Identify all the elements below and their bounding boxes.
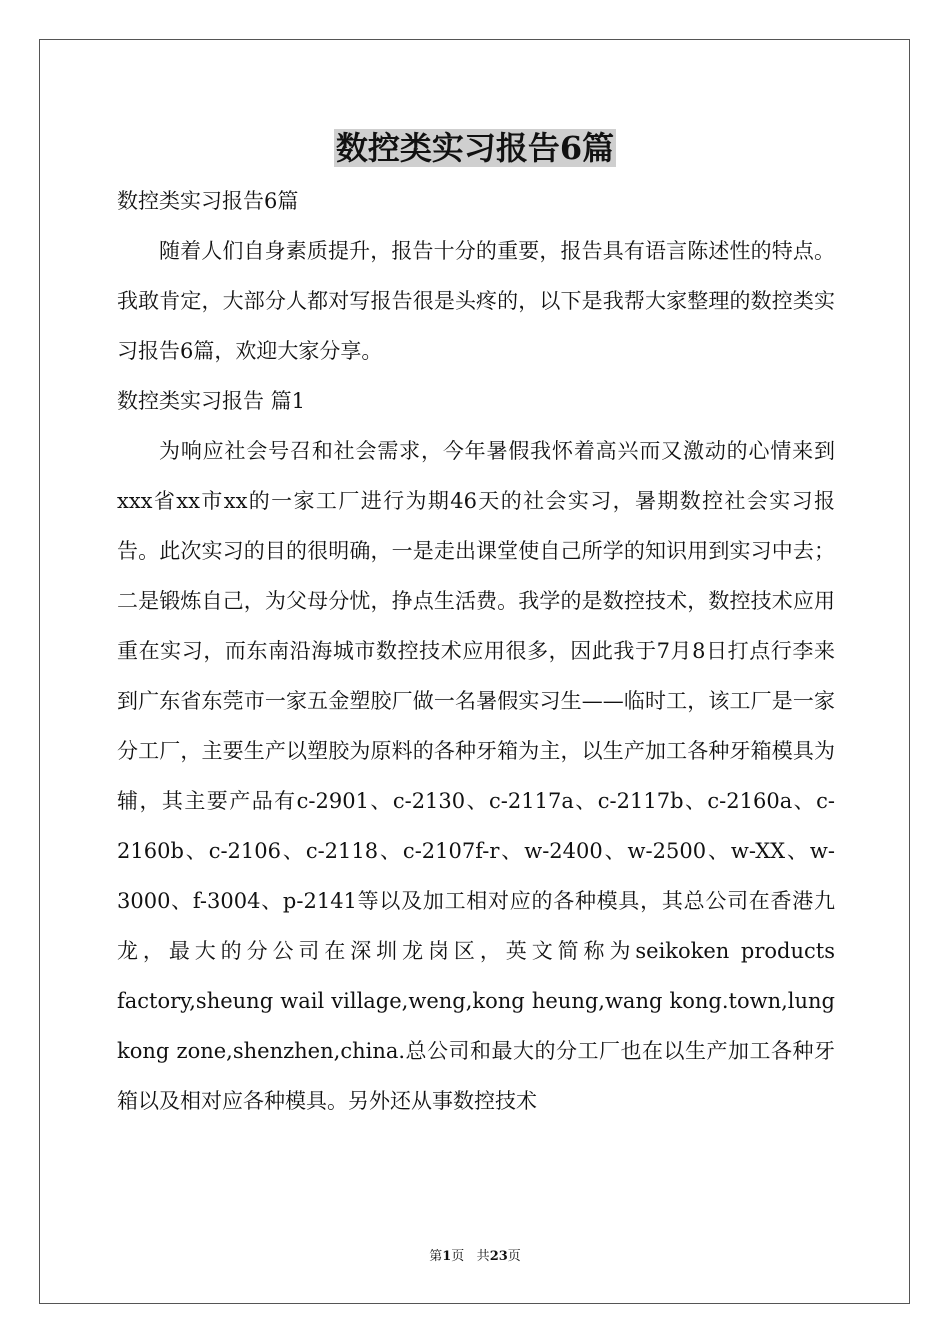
document-body [117, 176, 835, 1126]
body-paragraph: 数控类实习报告6篇 [117, 189, 299, 213]
page-footer [0, 1248, 950, 1266]
footer-page-prefix: 第 [429, 1249, 443, 1264]
footer-total-prefix: 共 [476, 1249, 490, 1264]
body-paragraph: 为响应社会号召和社会需求，今年暑假我怀着高兴而又激动的心情来到xxx省xx市xx的一家工厂进行为期46天的社会实习，暑期数控社会实习报告。此次实习的目的很明确，一是走出课堂使自己所学的知识用到实习中去；二是锻炼自己，为父母分忧，挣点生活费。我学的是数控技术，数控技术应用重在实习，而东南沿海城市数控技术应用很多，因此我于7月8日打点行李来到广东省东莞市一家五金塑胶厂做一名暑假实习生——临时工，该工厂是一家分工厂，主要生产以塑胶为原料的各种牙箱为主，以生产加工各种牙箱模具为辅，其主要产品有c-2901、c-2130、c-2117a、c-2117b、c-2160a、c-2160b、c-2106、c-2118、c-2107f-r、w-2400、w-2500、w-XX、w-3000、f-3004、p-2141等以及加工相对应的各种模具，其总公司在香港九龙，最大的分公司在深圳龙岗区，英文简称为seikoken products factory,sheung wail village,weng,kong heung,wang kong.town,lung kong zone,shenzhen,china.总公司和最大的分工厂也在以生产加工各种牙箱以及相对应各种模具。另外还从事数控技术 [117, 439, 835, 1113]
document-title-text: 数控类实习报告6篇 [335, 129, 615, 167]
body-paragraph: 随着人们自身素质提升，报告十分的重要，报告具有语言陈述性的特点。我敢肯定，大部分人都对写报告很是头疼的，以下是我帮大家整理的数控类实习报告6篇，欢迎大家分享。 [117, 239, 835, 363]
footer-total-pages: 23 [489, 1249, 508, 1264]
footer-total-suffix: 页 [507, 1249, 521, 1264]
section-heading: 数控类实习报告 篇1 [117, 389, 306, 413]
footer-page-number: 1 [442, 1249, 452, 1264]
document-title [0, 126, 950, 170]
footer-page-suffix: 页 [451, 1249, 465, 1264]
